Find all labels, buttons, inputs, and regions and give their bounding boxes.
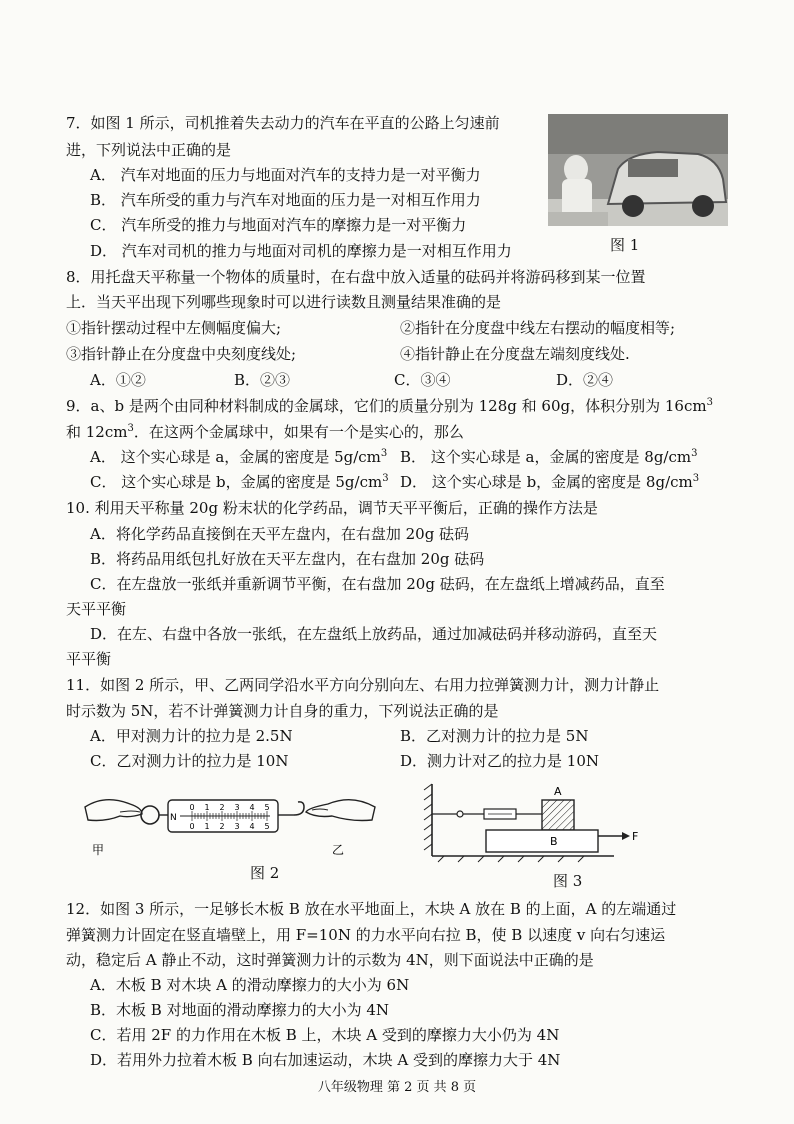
board-b [486,830,598,852]
figure-3-friction-setup [414,780,650,866]
scale-num-bottom-2: 2 [219,822,225,831]
q11-stem-line2: 时示数为 5N，若不计弹簧测力计自身的重力，下列说法正确的是 [66,702,499,720]
q8-option-d: D．②④ [556,371,614,389]
q12-stem-line3: 动，稳定后 A 静止不动，这时弹簧测力计的示数为 4N，则下面说法中正确的是 [66,951,594,969]
q7-option-c: C． 汽车所受的推力与地面对汽车的摩擦力是一对平衡力 [90,216,467,234]
q11-option-d: D．测力计对乙的拉力是 10N [400,752,600,770]
q12-stem-line2: 弹簧测力计固定在竖直墙壁上，用 F=10N 的力水平向右拉 B，使 B 以速度 v 向右匀速运 [66,926,666,944]
q10-option-b: B．将药品用纸包扎好放在天平左盘内，在右盘加 20g 砝码 [90,550,485,568]
figure-3-caption: 图 3 [553,872,583,890]
q8-stem-line1: 8．用托盘天平称量一个物体的质量时，在右盘中放入适量的砝码并将游码移到某一位置 [66,268,646,286]
scale-num-bottom-1: 1 [204,822,210,831]
q12-option-b: B．木板 B 对地面的滑动摩擦力的大小为 4N [90,1001,390,1019]
q10-option-c-line2: 天平平衡 [66,600,127,618]
q9-stem-line1: 9．a、b 是两个由同种材料制成的金属球，它们的质量分别为 128g 和 60g，体积分别为 $16cm^3$ [66,397,713,415]
scale-num-top-0: 0 [189,803,195,812]
q8-option-c: C．③④ [394,371,451,389]
page-footer: 八年级物理 第 2 页 共 8 页 [317,1080,477,1095]
right-hand [306,800,375,821]
q8-option-a: A．①② [90,371,146,389]
scale-num-bottom-4: 4 [249,822,255,831]
figure-2-caption: 图 2 [250,864,280,882]
left-ring [141,806,159,824]
q7-stem-line1: 7．如图 1 所示，司机推着失去动力的汽车在平直的公路上匀速前 [66,114,500,132]
q8-statement-2: ②指针在分度盘中线左右摆动的幅度相等; [400,319,676,337]
scale-num-top-2: 2 [219,803,225,812]
figure-2-right-label: 乙 [332,843,345,857]
force-label: F [632,830,639,843]
q9-option-d: D． 这个实心球是 b，金属的密度是 $8g/cm^3$ [400,473,700,491]
q11-option-c: C．乙对测力计的拉力是 10N [90,752,289,770]
q9-stem-line2: 和 $12cm^3$．在这两个金属球中，如果有一个是实心的，那么 [66,423,464,441]
q10-option-c-line1: C．在左盘放一张纸并重新调节平衡，在右盘加 20g 砝码，在左盘纸上增减药品，直至 [90,575,665,593]
q8-stem-line2: 上．当天平出现下列哪些现象时可以进行读数且测量结果准确的是 [66,293,502,311]
block-a-label: A [554,785,562,798]
q7-option-a: A． 汽车对地面的压力与地面对汽车的支持力是一对平衡力 [90,166,481,184]
q11-option-b: B．乙对测力计的拉力是 5N [400,727,589,745]
scale-num-top-3: 3 [234,803,240,812]
q8-statement-1: ①指针摆动过程中左侧幅度偏大; [66,319,282,337]
scale-num-top-5: 5 [264,803,270,812]
q10-stem: 10. 利用天平称量 20g 粉末状的化学药品，调节天平平衡后，正确的操作方法是 [66,499,598,517]
scale-num-bottom-3: 3 [234,822,240,831]
scale-num-top-1: 1 [204,803,210,812]
q8-statement-4: ④指针静止在分度盘左端刻度线处. [400,345,630,363]
figure-2-left-label: 甲 [92,843,105,857]
q7-option-b: B． 汽车所受的重力与汽车对地面的压力是一对相互作用力 [90,191,481,209]
q10-option-d-line2: 平平衡 [66,650,112,668]
block-a [542,800,574,830]
scale-num-bottom-0: 0 [189,822,195,831]
q9-option-a: A． 这个实心球是 a，金属的密度是 $5g/cm^3$ [90,448,388,466]
q9-option-b: B． 这个实心球是 a，金属的密度是 $8g/cm^3$ [400,448,698,466]
q10-option-d-line1: D．在左、右盘中各放一张纸，在左盘纸上放药品，通过加减砝码并移动游码，直至天 [90,625,658,643]
q11-option-a: A．甲对测力计的拉力是 2.5N [90,727,293,745]
q12-option-a: A．木板 B 对木块 A 的滑动摩擦力的大小为 6N [90,976,410,994]
board-b-label: B [550,835,558,848]
q10-option-a: A．将化学药品直接倒在天平左盘内，在右盘加 20g 砝码 [90,525,470,543]
q8-option-b: B．②③ [234,371,291,389]
figure-1-caption: 图 1 [610,236,640,254]
q9-option-c: C． 这个实心球是 b，金属的密度是 $5g/cm^3$ [90,473,389,491]
figure-2-spring-scale [80,782,380,862]
q12-option-c: C．若用 2F 的力作用在木板 B 上，木块 A 受到的摩擦力大小仍为 4N [90,1026,560,1044]
scale-num-top-4: 4 [249,803,255,812]
figure-1-photo [548,114,728,226]
scale-num-bottom-5: 5 [264,822,270,831]
q7-stem-line2: 进，下列说法中正确的是 [66,141,232,159]
right-hook [294,802,304,815]
q12-stem-line1: 12．如图 3 所示，一足够长木板 B 放在水平地面上，木块 A 放在 B 的上面，A 的左端通过 [66,900,677,918]
scale-unit-label: N [170,813,177,823]
q12-option-d: D．若用外力拉着木板 B 向右加速运动，木块 A 受到的摩擦力大于 4N [90,1051,561,1069]
left-hand [85,800,142,821]
q8-statement-3: ③指针静止在分度盘中央刻度线处; [66,345,297,363]
q11-stem-line1: 11．如图 2 所示，甲、乙两同学沿水平方向分别向左、右用力拉弹簧测力计，测力计静止 [66,676,660,694]
q7-option-d: D． 汽车对司机的推力与地面对司机的摩擦力是一对相互作用力 [90,242,512,260]
